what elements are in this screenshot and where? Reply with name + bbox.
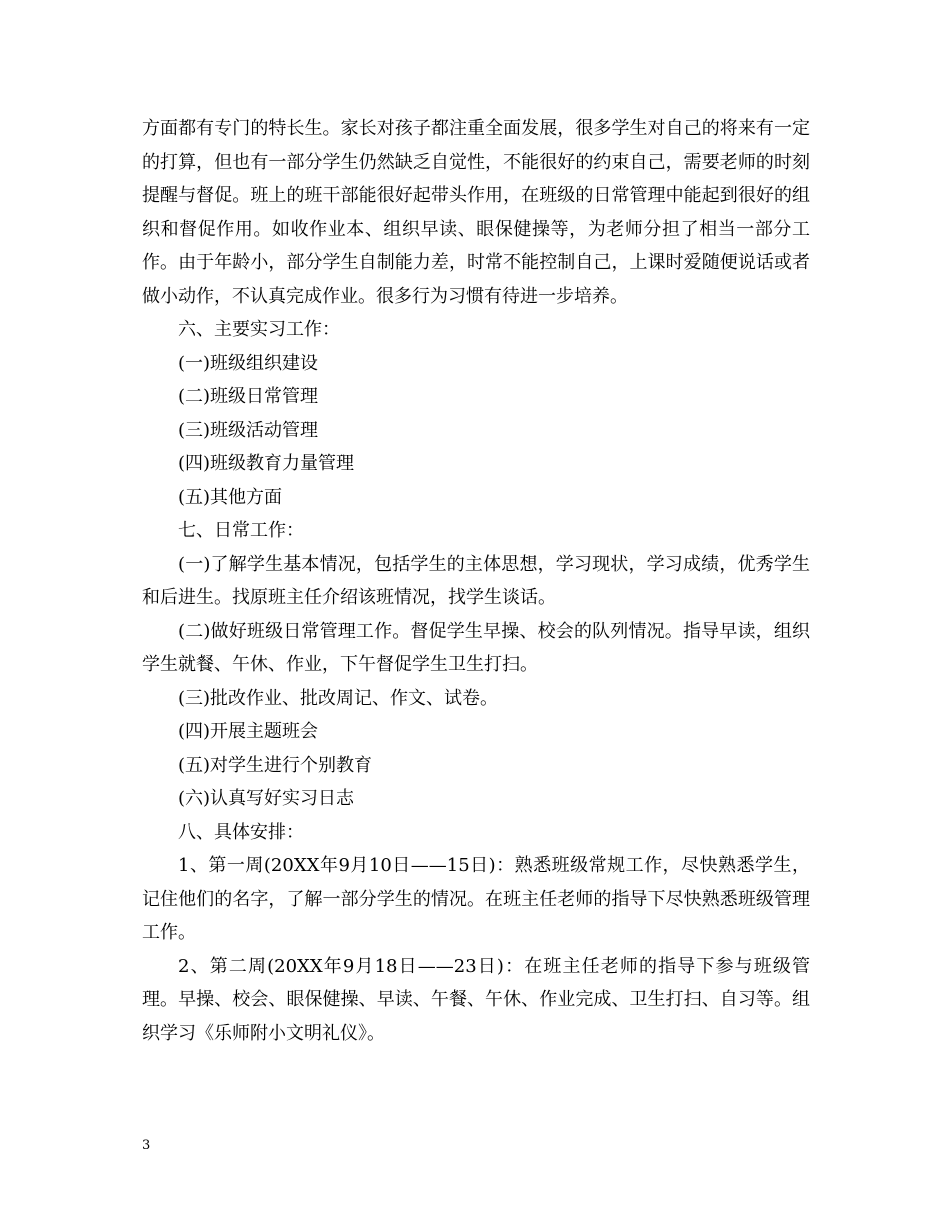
paragraph-1: 方面都有专门的特长生。家长对孩子都注重全面发展，很多学生对自己的将来有一定的打算，但也有一部分学生仍然缺乏自觉性，不能很好的约束自己，需要老师的时刻提醒与督促。班上的班干部能很好起带头作用，在班级的日常管理中能起到很好的组织和督促作用。如收作业本、组织早读、眼保健操等，为老师分担了相当一部分工作。由于年龄小，部分学生自制能力差，时常不能控制自己，上课时爱随便说话或者做小动作，不认真完成作业。很多行为习惯有待进一步培养。: [142, 118, 810, 307]
paragraph-2: 六、主要实习工作：: [178, 319, 340, 340]
paragraph-11: (三)批改作业、批改周记、作文、试卷。: [178, 687, 499, 709]
paragraph-14: (六)认真写好实习日志: [178, 788, 355, 809]
paragraph-13: (五)对学生进行个别教育: [178, 754, 373, 776]
paragraph-10: (二)做好班级日常管理工作。督促学生早操、校会的队列情况。指导早读，组织学生就餐、午休、作业，下午督促学生卫生打扫。: [142, 620, 810, 675]
paragraph-16: 1、第一周(20XX年9月10日——15日)：熟悉班级常规工作，尽快熟悉学生，记住他们的名字，了解一部分学生的情况。在班主任老师的指导下尽快熟悉班级管理工作。: [142, 855, 810, 943]
paragraph-7: (五)其他方面: [178, 486, 283, 508]
document-body: [142, 112, 810, 1050]
paragraph-8: 七、日常工作：: [178, 520, 304, 541]
paragraph-6: (四)班级教育力量管理: [178, 453, 355, 474]
paragraph-4: (二)班级日常管理: [178, 386, 319, 407]
paragraph-9: (一)了解学生基本情况，包括学生的主体思想，学习现状，学习成绩，优秀学生和后进生。找原班主任介绍该班情况，找学生谈话。: [142, 553, 810, 608]
paragraph-15: 八、具体安排：: [178, 821, 304, 843]
page-number: 3: [142, 1138, 151, 1153]
paragraph-17: 2、第二周(20XX年9月18日——23日)：在班主任老师的指导下参与班级管理。早操、校会、眼保健操、早读、午餐、午休、作业完成、卫生打扫、自习等。组织学习《乐师附小文明礼仪》。: [142, 955, 810, 1044]
paragraph-3: (一)班级组织建设: [178, 352, 319, 374]
paragraph-5: (三)班级活动管理: [178, 419, 319, 441]
paragraph-12: (四)开展主题班会: [178, 721, 319, 742]
